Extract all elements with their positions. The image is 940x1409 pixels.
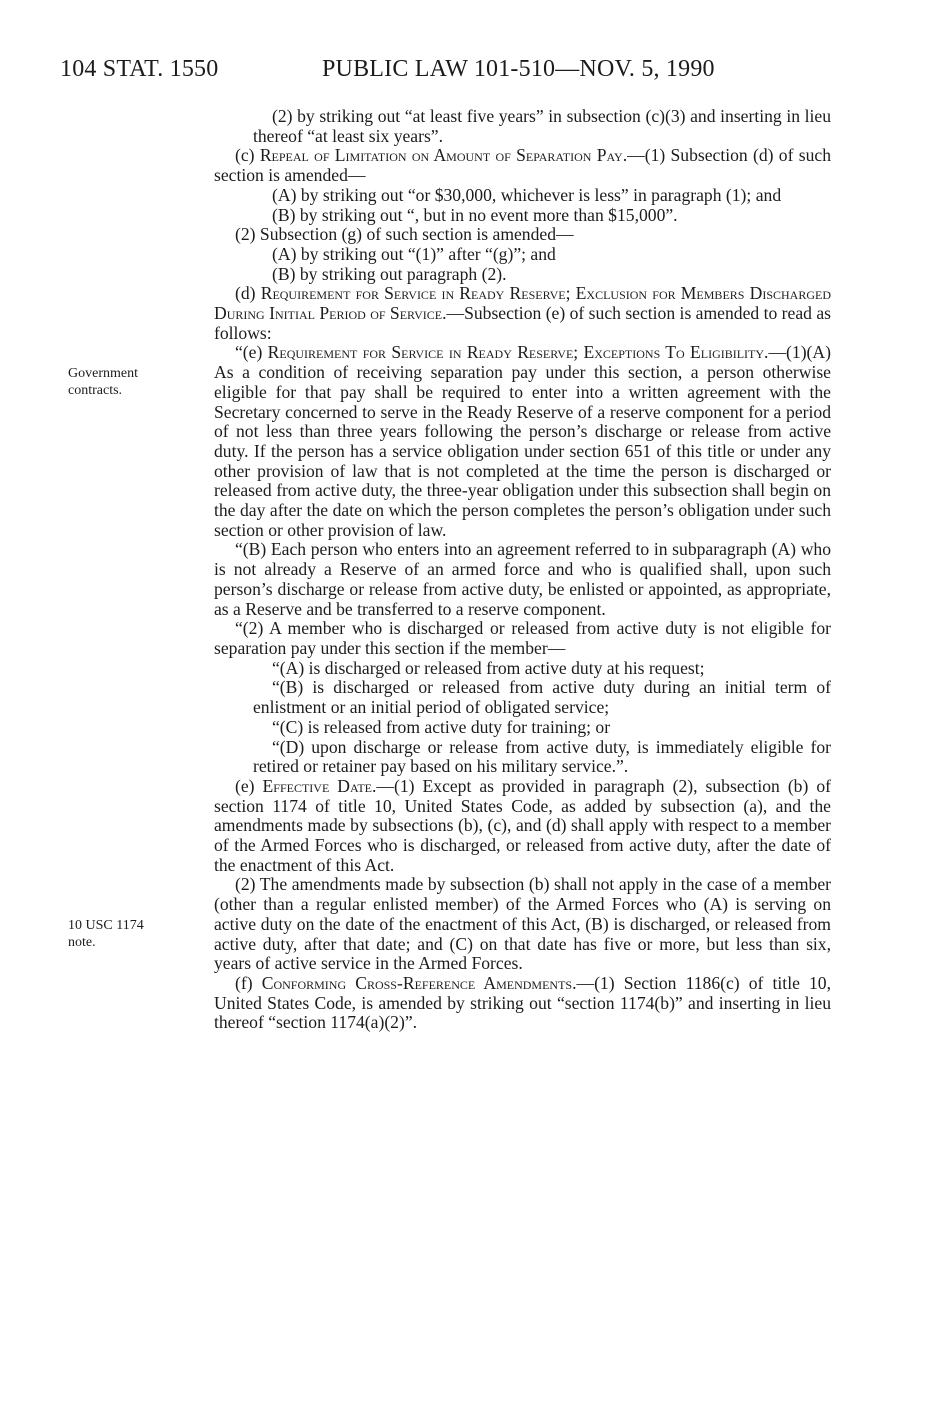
conforming-amendments-paragraph	[214, 974, 831, 1033]
paragraph: (B) by striking out paragraph (2).	[272, 263, 507, 284]
page-header	[60, 56, 840, 86]
paragraph-label: (d)	[235, 283, 261, 304]
margin-note-line: 10 USC 1174	[68, 918, 144, 933]
section-heading: Requirement for Service in Ready Reserve; Exceptions To Eligibility.	[267, 342, 769, 363]
public-law-title: PUBLIC LAW 101-510—NOV. 5, 1990	[322, 56, 715, 82]
paragraph: “(B) is discharged or released from active duty during an initial term of enlistment or an initial period of obligated service;	[253, 677, 831, 718]
paragraph: (2) The amendments made by subsection (b) shall not apply in the case of a member (other than a regular enlisted member) of the Armed Forces who (A) is serving on active duty on the date of the enactment of this Act, (B) is discharged, or released from active duty, after that date; and (C) on that date has five or more, but less than six, years of active service in the Armed Forces.	[214, 874, 831, 974]
section-e-inserted-paragraph	[214, 343, 831, 540]
section-d-heading-paragraph	[214, 284, 831, 343]
statute-text	[214, 107, 831, 1033]
section-c-heading-paragraph	[214, 146, 831, 185]
paragraph: “(B) Each person who enters into an agreement referred to in subparagraph (A) who is not already a Reserve of an armed force and who is qualified shall, upon such person’s discharge or release from active duty, be enlisted or appointed, as appropriate, as a Reserve and be transferred to a reserve component.	[214, 539, 831, 619]
section-heading: Repeal of Limitation on Amount of Separation Pay.	[259, 145, 628, 166]
paragraph-text: —(1) Except as provided in paragraph (2), subsection (b) of section 1174 of title 10, United States Code, as added by subsection (a), and the amendments made by subsections (b), (c), and (d) shall apply with respect to a member of the Armed Forces who is discharged, or released from active duty, after the date of the enactment of this Act.	[214, 775, 831, 875]
margin-note-usc	[68, 917, 144, 951]
margin-note-government-contracts	[68, 365, 138, 399]
paragraph: “(D) upon discharge or release from active duty, is immediately eligible for retired or retainer pay based on his military service.”.	[253, 736, 831, 777]
paragraph: “(2) A member who is discharged or released from active duty is not eligible for separation pay under this section if the member—	[214, 618, 831, 658]
margin-note-line: note.	[68, 935, 96, 950]
paragraph-label: (e)	[235, 775, 263, 796]
section-heading: Effective Date.	[262, 775, 377, 796]
paragraph: (B) by striking out “, but in no event more than $15,000”.	[272, 204, 678, 225]
section-heading: Requirement for Service in Ready Reserve; Exclusion for Members Discharged During Initial Period of Service.	[214, 283, 831, 324]
paragraph-label: (f)	[235, 972, 262, 993]
paragraph-text: —(1) Section 1186(c) of title 10, United States Code, is amended by striking out “section 1174(b)” and inserting in lieu thereof “section 1174(a)(2)”.	[214, 972, 831, 1033]
paragraph: (A) by striking out “(1)” after “(g)”; and	[272, 243, 556, 264]
paragraph-text: —(1) Subsection (d) of such section is amended—	[214, 145, 831, 186]
paragraph: (A) by striking out “or $30,000, whichever is less” in paragraph (1); and	[272, 184, 782, 205]
paragraph: (2) Subsection (g) of such section is amended—	[235, 224, 574, 245]
stat-page-number: 104 STAT. 1550	[60, 56, 219, 82]
margin-note-line: Government	[68, 366, 138, 381]
margin-note-line: contracts.	[68, 383, 123, 398]
paragraph: “(A) is discharged or released from active duty at his request;	[272, 657, 705, 678]
paragraph-label: (c)	[235, 145, 260, 166]
effective-date-paragraph	[214, 777, 831, 876]
paragraph: “(C) is released from active duty for training; or	[272, 716, 611, 737]
paragraph: (2) by striking out “at least five years” in subsection (c)(3) and inserting in lieu thereof “at least six years”.	[253, 106, 831, 146]
paragraph-text: —Subsection (e) of such section is amended to read as follows:	[214, 303, 831, 343]
paragraph-text: —(1)(A) As a condition of receiving separation pay under this section, a person otherwise eligible for that pay shall be required to enter into a written agreement with the Secretary concerned to serve in the Ready Reserve of a reserve component for a period of not less than three years following the person’s discharge or release from active duty. If the person has a service obligation under section 651 of this title or under any other provision of law that is not completed at the time the person is discharged or released from active duty, the three-year obligation under this subsection shall begin on the day after the date on which the person completes the person’s obligation under such section or other provision of law.	[214, 342, 831, 540]
section-heading: Conforming Cross-Reference Amendments.	[261, 972, 577, 993]
paragraph-label: “(e)	[235, 342, 268, 363]
